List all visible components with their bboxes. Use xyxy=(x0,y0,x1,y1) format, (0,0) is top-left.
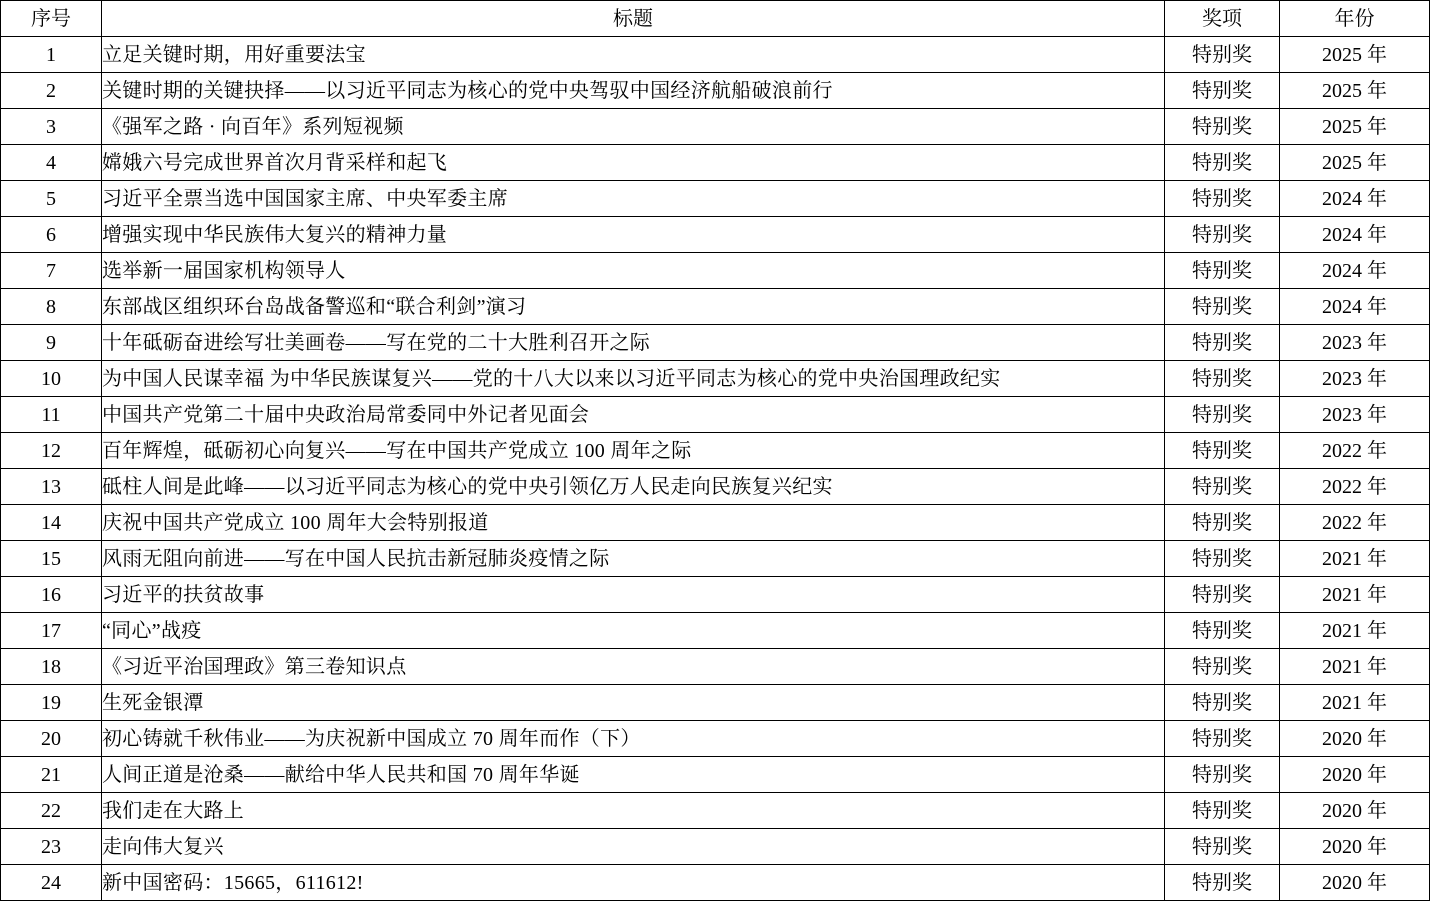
row-year: 2021 年 xyxy=(1280,613,1430,649)
row-award: 特别奖 xyxy=(1165,37,1280,73)
row-index: 18 xyxy=(1,649,102,685)
row-index: 8 xyxy=(1,289,102,325)
table-row xyxy=(1,829,1430,865)
header-index: 序号 xyxy=(1,1,102,37)
row-index: 4 xyxy=(1,145,102,181)
row-award: 特别奖 xyxy=(1165,649,1280,685)
table-header-row xyxy=(1,1,1430,37)
row-index: 13 xyxy=(1,469,102,505)
row-award: 特别奖 xyxy=(1165,253,1280,289)
row-title: 走向伟大复兴 xyxy=(102,829,1165,865)
row-year: 2024 年 xyxy=(1280,253,1430,289)
row-award: 特别奖 xyxy=(1165,577,1280,613)
row-award: 特别奖 xyxy=(1165,145,1280,181)
row-index: 14 xyxy=(1,505,102,541)
row-title: 初心铸就千秋伟业——为庆祝新中国成立 70 周年而作（下） xyxy=(102,721,1165,757)
row-index: 22 xyxy=(1,793,102,829)
row-index: 5 xyxy=(1,181,102,217)
row-award: 特别奖 xyxy=(1165,541,1280,577)
row-title: 关键时期的关键抉择——以习近平同志为核心的党中央驾驭中国经济航船破浪前行 xyxy=(102,73,1165,109)
row-award: 特别奖 xyxy=(1165,361,1280,397)
row-award: 特别奖 xyxy=(1165,109,1280,145)
table-row xyxy=(1,181,1430,217)
row-title: 人间正道是沧桑——献给中华人民共和国 70 周年华诞 xyxy=(102,757,1165,793)
row-year: 2023 年 xyxy=(1280,397,1430,433)
row-title: 立足关键时期，用好重要法宝 xyxy=(102,37,1165,73)
row-award: 特别奖 xyxy=(1165,721,1280,757)
row-title: 生死金银潭 xyxy=(102,685,1165,721)
row-award: 特别奖 xyxy=(1165,217,1280,253)
table-row xyxy=(1,217,1430,253)
table-row xyxy=(1,613,1430,649)
table-row xyxy=(1,757,1430,793)
row-year: 2025 年 xyxy=(1280,145,1430,181)
row-year: 2021 年 xyxy=(1280,649,1430,685)
row-index: 19 xyxy=(1,685,102,721)
row-index: 12 xyxy=(1,433,102,469)
row-award: 特别奖 xyxy=(1165,505,1280,541)
row-year: 2020 年 xyxy=(1280,721,1430,757)
header-year: 年份 xyxy=(1280,1,1430,37)
table-row xyxy=(1,721,1430,757)
table-row xyxy=(1,397,1430,433)
table-row xyxy=(1,433,1430,469)
row-index: 7 xyxy=(1,253,102,289)
row-year: 2020 年 xyxy=(1280,829,1430,865)
row-year: 2023 年 xyxy=(1280,361,1430,397)
table-row xyxy=(1,577,1430,613)
row-index: 17 xyxy=(1,613,102,649)
row-title: “同心”战疫 xyxy=(102,613,1165,649)
row-award: 特别奖 xyxy=(1165,397,1280,433)
row-award: 特别奖 xyxy=(1165,793,1280,829)
row-year: 2021 年 xyxy=(1280,577,1430,613)
row-index: 6 xyxy=(1,217,102,253)
row-title: 《习近平治国理政》第三卷知识点 xyxy=(102,649,1165,685)
row-title: 增强实现中华民族伟大复兴的精神力量 xyxy=(102,217,1165,253)
row-index: 1 xyxy=(1,37,102,73)
row-index: 15 xyxy=(1,541,102,577)
table-row xyxy=(1,361,1430,397)
row-year: 2020 年 xyxy=(1280,865,1430,901)
table-row xyxy=(1,289,1430,325)
row-title: 选举新一届国家机构领导人 xyxy=(102,253,1165,289)
table-row xyxy=(1,505,1430,541)
row-index: 20 xyxy=(1,721,102,757)
row-index: 16 xyxy=(1,577,102,613)
row-year: 2021 年 xyxy=(1280,685,1430,721)
table-row xyxy=(1,37,1430,73)
table-row xyxy=(1,541,1430,577)
row-award: 特别奖 xyxy=(1165,433,1280,469)
row-year: 2022 年 xyxy=(1280,433,1430,469)
row-title: 我们走在大路上 xyxy=(102,793,1165,829)
table-row xyxy=(1,793,1430,829)
table-body xyxy=(1,37,1430,901)
row-index: 9 xyxy=(1,325,102,361)
row-index: 10 xyxy=(1,361,102,397)
row-title: 庆祝中国共产党成立 100 周年大会特别报道 xyxy=(102,505,1165,541)
header-title: 标题 xyxy=(102,1,1165,37)
row-title: 风雨无阻向前进——写在中国人民抗击新冠肺炎疫情之际 xyxy=(102,541,1165,577)
row-index: 21 xyxy=(1,757,102,793)
row-award: 特别奖 xyxy=(1165,757,1280,793)
row-award: 特别奖 xyxy=(1165,325,1280,361)
table-row xyxy=(1,685,1430,721)
table-row xyxy=(1,73,1430,109)
row-award: 特别奖 xyxy=(1165,865,1280,901)
row-award: 特别奖 xyxy=(1165,613,1280,649)
row-title: 中国共产党第二十届中央政治局常委同中外记者见面会 xyxy=(102,397,1165,433)
row-year: 2024 年 xyxy=(1280,181,1430,217)
table-header xyxy=(1,1,1430,37)
row-year: 2025 年 xyxy=(1280,109,1430,145)
row-title: 嫦娥六号完成世界首次月背采样和起飞 xyxy=(102,145,1165,181)
table-row xyxy=(1,109,1430,145)
table-row xyxy=(1,469,1430,505)
row-index: 11 xyxy=(1,397,102,433)
row-title: 为中国人民谋幸福 为中华民族谋复兴——党的十八大以来以习近平同志为核心的党中央治国理政纪实 xyxy=(102,361,1165,397)
row-year: 2025 年 xyxy=(1280,37,1430,73)
row-title: 《强军之路 · 向百年》系列短视频 xyxy=(102,109,1165,145)
row-index: 23 xyxy=(1,829,102,865)
table-row xyxy=(1,325,1430,361)
table-row xyxy=(1,253,1430,289)
row-title: 东部战区组织环台岛战备警巡和“联合利剑”演习 xyxy=(102,289,1165,325)
row-index: 3 xyxy=(1,109,102,145)
row-year: 2025 年 xyxy=(1280,73,1430,109)
table-row xyxy=(1,145,1430,181)
row-title: 习近平的扶贫故事 xyxy=(102,577,1165,613)
row-title: 百年辉煌，砥砺初心向复兴——写在中国共产党成立 100 周年之际 xyxy=(102,433,1165,469)
row-title: 新中国密码：15665，611612! xyxy=(102,865,1165,901)
row-award: 特别奖 xyxy=(1165,685,1280,721)
row-year: 2021 年 xyxy=(1280,541,1430,577)
table-row xyxy=(1,649,1430,685)
row-award: 特别奖 xyxy=(1165,181,1280,217)
row-award: 特别奖 xyxy=(1165,829,1280,865)
row-index: 2 xyxy=(1,73,102,109)
header-award: 奖项 xyxy=(1165,1,1280,37)
row-award: 特别奖 xyxy=(1165,73,1280,109)
row-year: 2024 年 xyxy=(1280,289,1430,325)
row-year: 2023 年 xyxy=(1280,325,1430,361)
row-year: 2020 年 xyxy=(1280,757,1430,793)
row-award: 特别奖 xyxy=(1165,469,1280,505)
row-index: 24 xyxy=(1,865,102,901)
row-award: 特别奖 xyxy=(1165,289,1280,325)
row-title: 习近平全票当选中国国家主席、中央军委主席 xyxy=(102,181,1165,217)
row-year: 2024 年 xyxy=(1280,217,1430,253)
row-year: 2022 年 xyxy=(1280,469,1430,505)
row-title: 砥柱人间是此峰——以习近平同志为核心的党中央引领亿万人民走向民族复兴纪实 xyxy=(102,469,1165,505)
row-year: 2020 年 xyxy=(1280,793,1430,829)
row-title: 十年砥砺奋进绘写壮美画卷——写在党的二十大胜利召开之际 xyxy=(102,325,1165,361)
row-year: 2022 年 xyxy=(1280,505,1430,541)
